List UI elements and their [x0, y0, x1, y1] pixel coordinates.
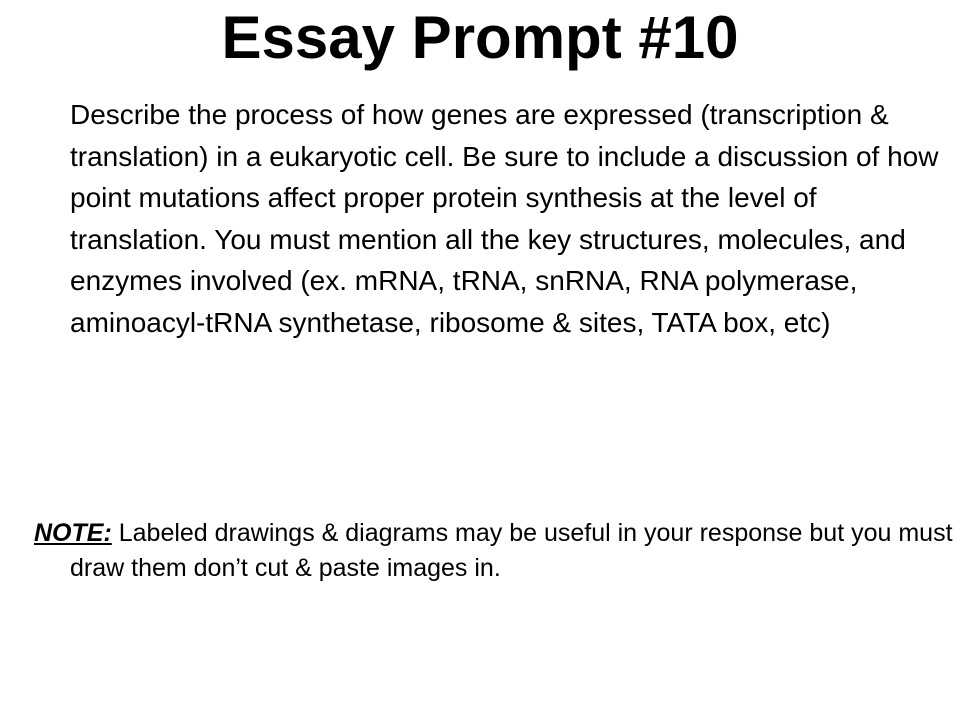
- note-paragraph: [34, 516, 960, 586]
- essay-prompt-text: Describe the process of how genes are expressed (transcription & translation) in a eukaryotic cell. Be sure to include a discussion of how point mutations affect proper protein synthesis at the level of translation. You must mention all the key structures, molecules, and enzymes involved (ex. mRNA, tRNA, snRNA, RNA polymerase, aminoacyl-tRNA synthetase, ribosome & sites, TATA box, etc): [70, 99, 939, 338]
- slide-title: Essay Prompt #10: [221, 4, 739, 71]
- note-label: NOTE:: [34, 519, 112, 547]
- note-text: Labeled drawings & diagrams may be useful in your response but you must draw them don’t cut & paste images in.: [70, 519, 953, 582]
